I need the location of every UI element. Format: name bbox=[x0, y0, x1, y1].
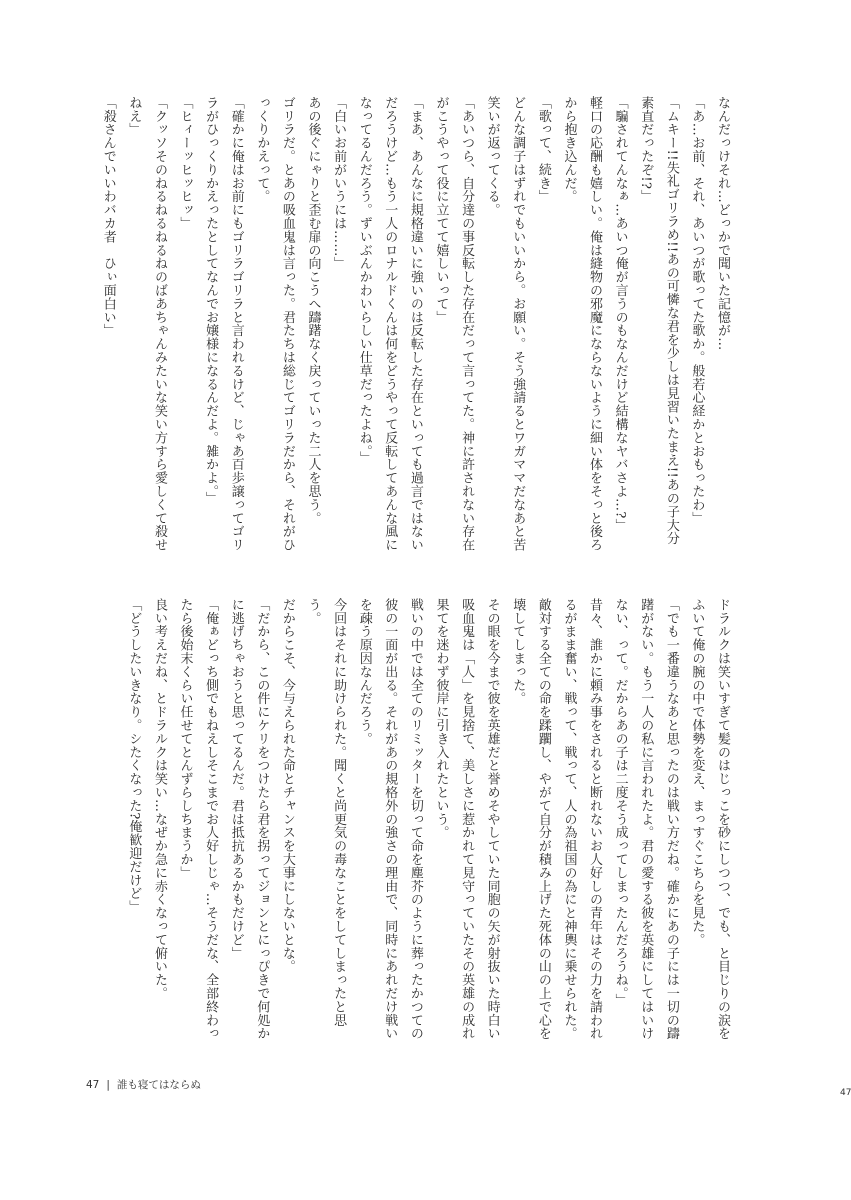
paragraph: どんな調子はずれでもいいから。お願い。そう強請るとワガママだなあと苦笑いが返ってくる。 bbox=[484, 96, 526, 552]
page-number: 47 bbox=[86, 1079, 100, 1091]
paragraph: ゴリラだ。とあの吸血鬼は言った。君たちは総じてゴリラだから、それがひっくりかえって。 bbox=[254, 96, 295, 552]
paragraph: なんだっけそれ…どっかで聞いた記憶が… bbox=[715, 96, 730, 351]
paragraph: 「白いお前がいうには……」 bbox=[331, 96, 347, 271]
paragraph: 「歌って、続き」 bbox=[535, 96, 551, 204]
paragraph: 「確かに俺はお前にもゴリラゴリラと言われるけど、じゃあ百歩譲ってゴリラがひっくりかえったとしてなんでお嬢様になるんだよ。雑かよ。」 bbox=[203, 96, 244, 552]
paragraph: あの後ぐにゃりと歪む扉の向こうへ躊躇なく戻っていった二人を思う。 bbox=[305, 96, 321, 525]
paragraph: 今回はそれに助けられた。聞くと尚更気の毒なことをしてしまったと思う。 bbox=[305, 598, 347, 1027]
side-page-number: 47 bbox=[840, 1088, 851, 1098]
text-column-lower bbox=[103, 598, 735, 1052]
paragraph: 昔々、誰かに頼み事をされると断れないお人好しの青年はその力を請われるがまま奮い、戦って、戦って、人の為祖国の為にと神輿に乗せられた。敵対する全ての命を蹂躙し、やがて自分が積み上げた死体の山の上で心を壊してしまった。 bbox=[510, 598, 603, 1041]
paragraph: 「でも一番違うなあと思ったのは戦い方だね。確かにあの子には一切の躊躇がない。もう一人の私に言われたよ。君の愛する彼を英雄にしてはいけない、って。だからあの子は二度そう成ってしまったんだろうね。」 bbox=[612, 598, 679, 1041]
paragraph: 「騙されてんなぁ…あいつ俺が言うのもなんだけど結構なヤバさよ…?」 bbox=[612, 96, 628, 533]
footer-separator: | bbox=[106, 1079, 110, 1091]
paragraph: その眼を今まで彼を英雄だと誉めそやしていた同胞の矢が射抜いた時白い吸血鬼は「人」を見捨て、美しさに惹かれて見守っていたその英雄の成れ果てを迷わず彼岸に引き入れたという。 bbox=[433, 598, 500, 1041]
paragraph: 「ヒィーッヒッヒッ」 bbox=[177, 96, 193, 230]
paragraph: 「俺ぁどっち側でもねえしそこまでお人好しじゃ…そうだな、全部終わったら後始末くらい任せてとんずらしちまうか」 bbox=[177, 598, 219, 1041]
text-column-upper bbox=[100, 96, 735, 552]
paragraph: 「どうしたいきなり。シたくなった?俺歓迎だけど」 bbox=[126, 598, 142, 914]
paragraph: だからこそ、今与えられた命とチャンスを大事にしないとな。 bbox=[279, 598, 295, 974]
page-footer bbox=[86, 1077, 201, 1092]
paragraph: 「まあ、あんなに規格違いに強いのは反転した存在といっても過言ではないだろうけど…もう一人のロナルドくんは何をどうやって反転してあんな風になってるんだろう。ずいぶんかわいらしい仕草だったよね。」 bbox=[356, 96, 423, 552]
paragraph: ドラルクは笑いすぎて髪のはじっこを砂にしつつ、でも、と目じりの涙をふいて俺の腕の中で体勢を変え、まっすぐこちらを見た。 bbox=[689, 598, 730, 1041]
paragraph: 「だから、この件にケリをつけたら君を拐ってジョンとにっぴきで何処かに逃げちゃおうと思ってるんだ。君は抵抗あるかもだけど」 bbox=[228, 598, 270, 1041]
paragraph: 「あいつら、自分達の事反転した存在だって言ってた。神に許されない存在がこうやって役に立てて嬉しいって」 bbox=[433, 96, 475, 552]
paragraph: 「ムキー!!失礼ゴリラめ!!あの可憐な君を少しは見習いたまえ!!あの子大分素直だったぞ!?」 bbox=[638, 96, 679, 546]
paragraph: 「あ…お前、それ、あいつが歌ってた歌か。般若心経かとおもったわ」 bbox=[689, 96, 705, 525]
paragraph: 戦いの中では全てのリミッターを切って命を塵芥のように葬ったかつての彼の一面が出る。それがあの規格外の強さの理由で、同時にあれだけ戦いを疎う原因なんだろう。 bbox=[356, 598, 423, 1041]
paragraph: 「クッソそのねるねるねるねのばあちゃんみたいな笑い方すら愛しくて殺せねえ」 bbox=[126, 96, 167, 552]
book-title: 誰も寝てはならぬ bbox=[116, 1079, 201, 1091]
paragraph: 良い考えだね、とドラルクは笑い…なぜか急に赤くなって俯いた。 bbox=[151, 598, 167, 1000]
paragraph: 軽口の応酬も嬉しい。俺は縫物の邪魔にならないように細い体をそっと後ろから抱き込んだ。 bbox=[561, 96, 603, 552]
paragraph: 「殺さんでいいわバカ者 ひぃ面白い」 bbox=[100, 96, 116, 338]
